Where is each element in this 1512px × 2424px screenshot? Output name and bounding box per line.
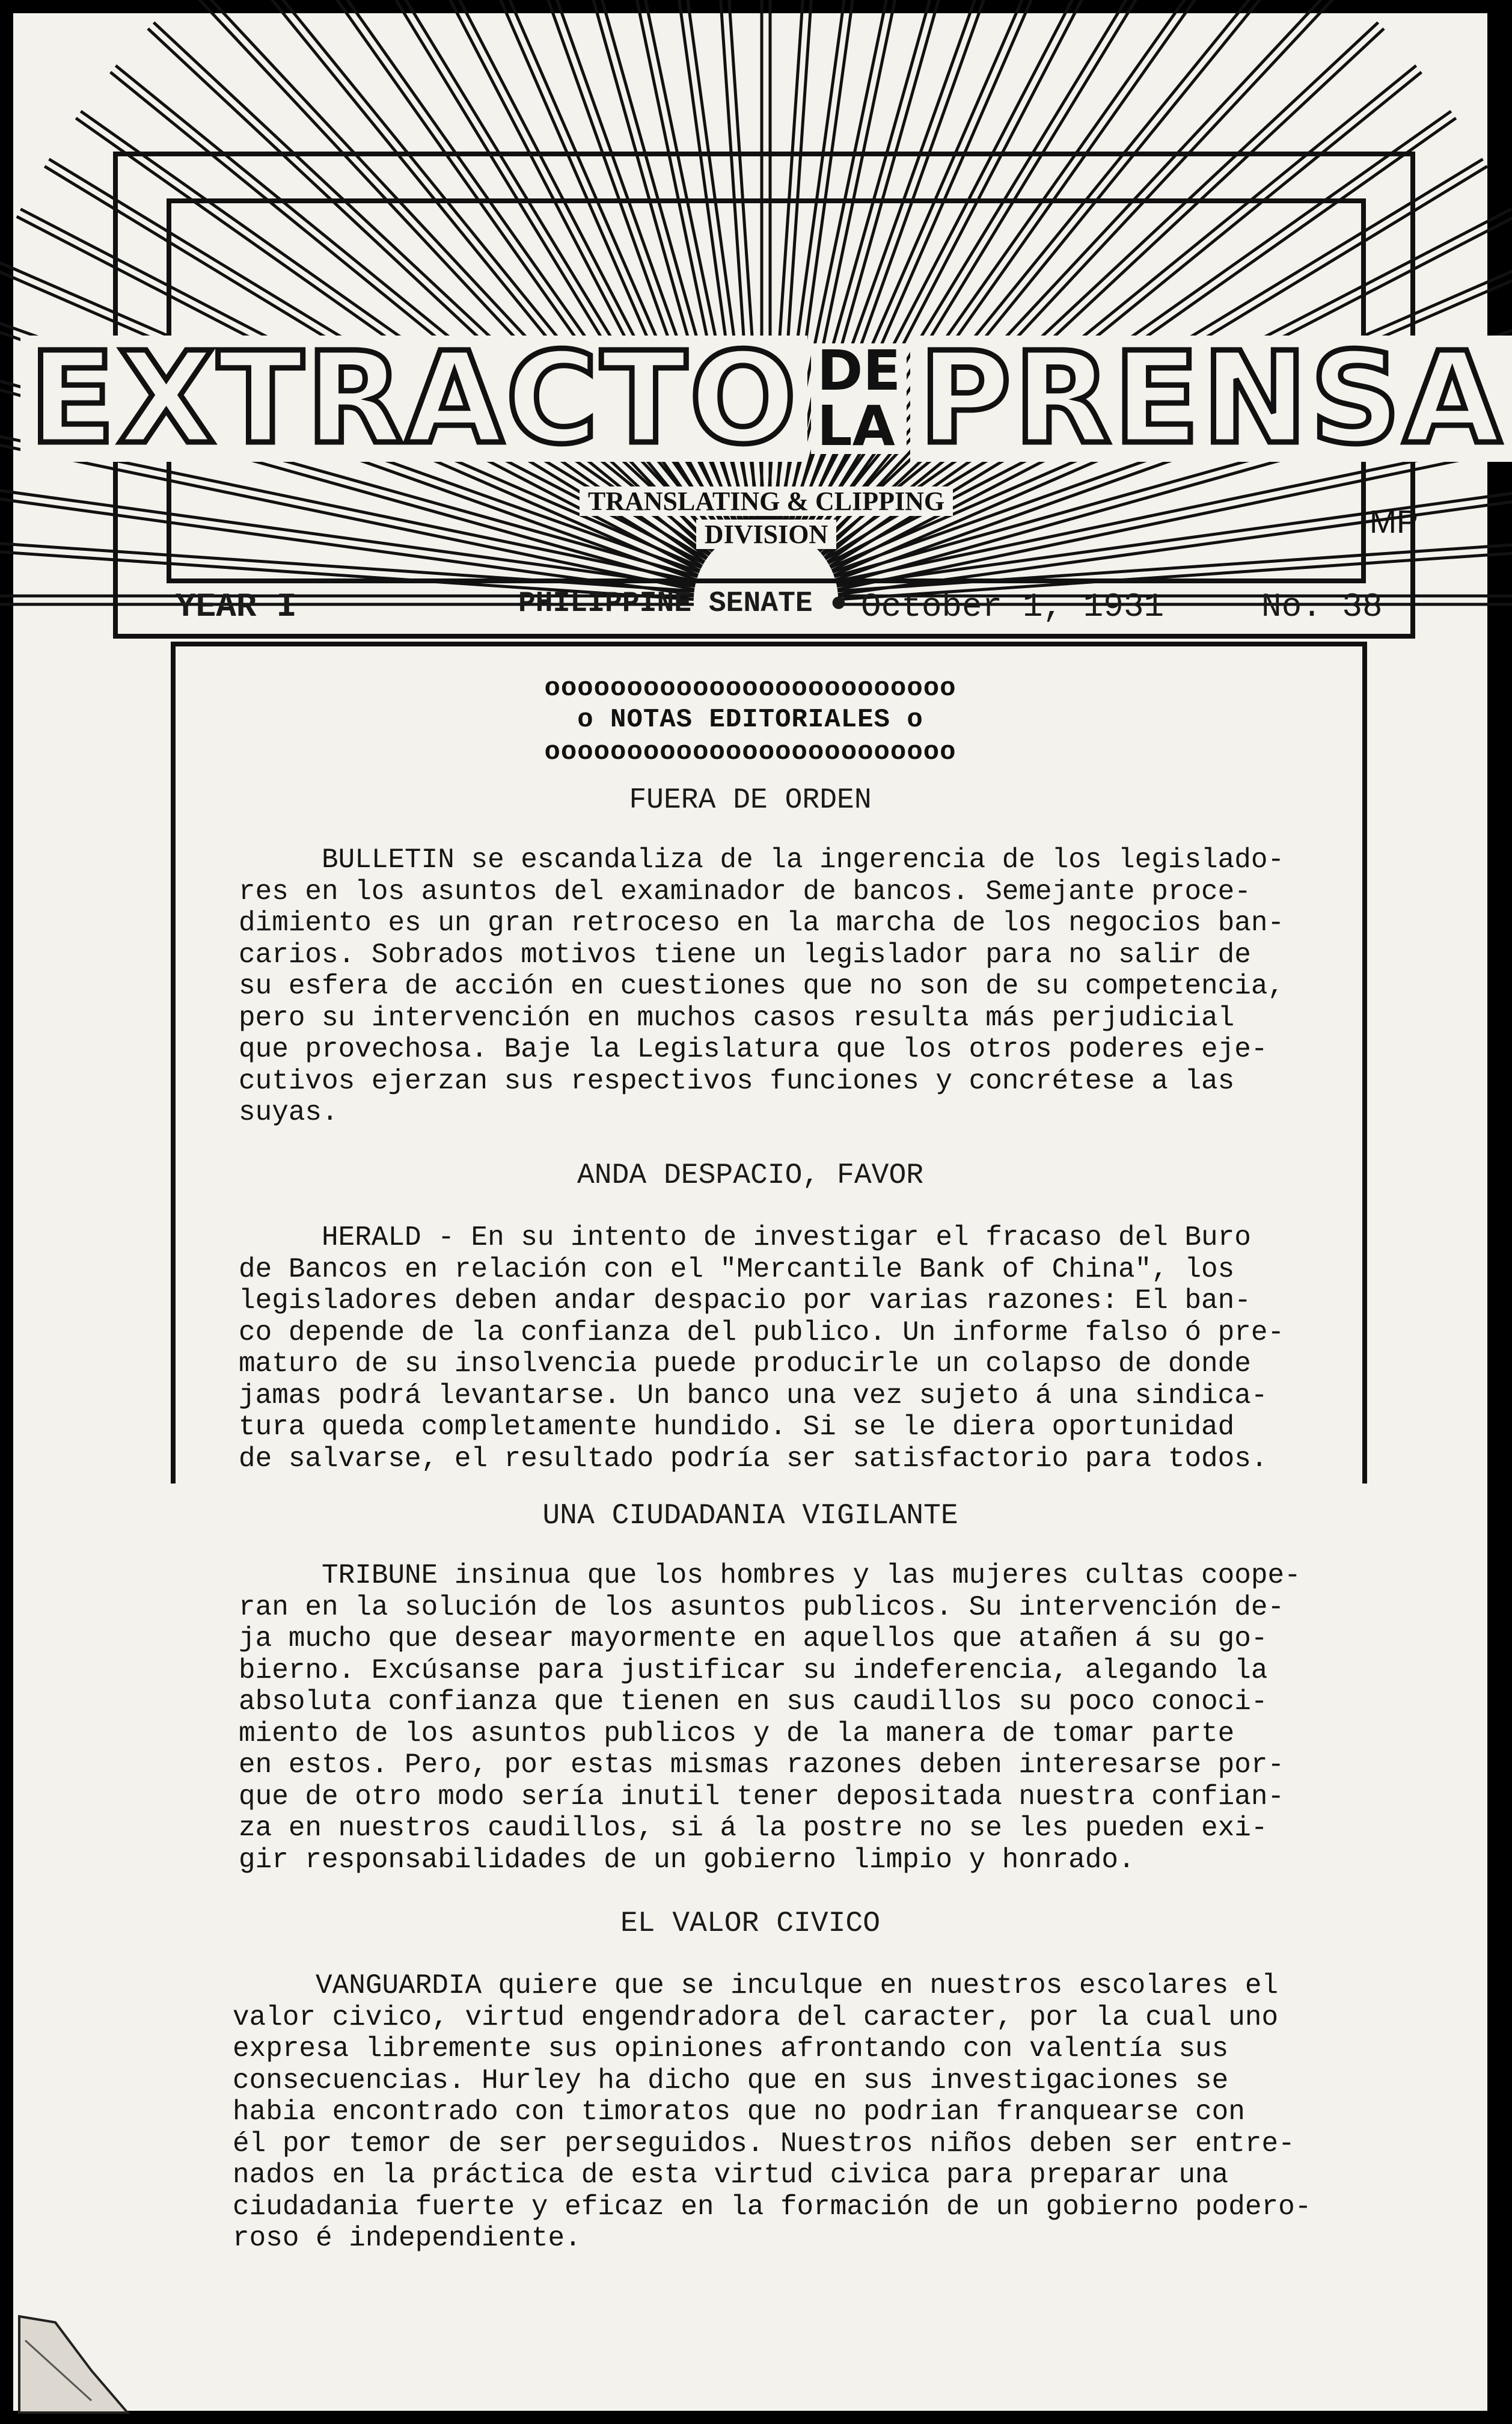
text-line: za en nuestros caudillos, si á la postre no se les pueden exi- [239, 1812, 1268, 1844]
text-line: su esfera de acción en cuestiones que no son de su competencia, [239, 971, 1285, 1002]
text-line: habia encontrado con timoratos que no podrian franquearse con [233, 2096, 1245, 2128]
text-line: HERALD - En su intento de investigar el fracaso del Buro [239, 1222, 1251, 1253]
issue-info-bar [176, 588, 1383, 630]
text-line: legisladores deben andar despacio por varias razones: El ban- [239, 1285, 1251, 1316]
text-line: suyas. [239, 1097, 338, 1128]
document-page [13, 13, 1504, 2411]
text-line: ran en la solución de los asuntos publicos. Su intervención de- [239, 1591, 1285, 1623]
issue-date: October 1, 1931 [861, 588, 1165, 626]
text-line: co depende de la confianza del publico. Un informe falso ó pre- [239, 1316, 1285, 1348]
text-line: expresa libremente sus opiniones afrontando con valentía sus [233, 2033, 1229, 2064]
article-body [239, 1222, 1369, 1474]
text-line: VANGUARDIA quiere que se inculque en nuestros escolares el [233, 1970, 1279, 2001]
text-line: en estos. Pero, por estas mismas razones deben interesarse por- [239, 1749, 1285, 1781]
text-line: roso é independiente. [233, 2223, 581, 2254]
ornament-border-bottom: ooooooooooooooooooooooooo [544, 737, 956, 767]
text-line: de Bancos en relación con el "Mercantile Bank of China", los [239, 1253, 1235, 1285]
bullet-separator: ● [830, 588, 848, 620]
masthead-title-de: DE LA [811, 343, 907, 454]
text-line: consecuencias. Hurley ha dicho que en sus investigaciones se [233, 2064, 1229, 2096]
text-line: cutivos ejerzan sus respectivos funciones y concrétese a las [239, 1065, 1235, 1097]
division-line-1: TRANSLATING & CLIPPING [171, 486, 1361, 517]
text-line: gir responsabilidades de un gobierno limpio y honrado. [239, 1844, 1135, 1876]
sunburst-ray [111, 72, 708, 558]
text-line: valor civico, virtud engendradora del caracter, por la cual uno [233, 2001, 1279, 2033]
text-line: bierno. Excúsanse para justificar su indeferencia, alegando la [239, 1654, 1268, 1686]
article-heading: FUERA DE ORDEN [629, 784, 872, 817]
sunburst-ray [825, 72, 1422, 558]
text-line: ja mucho que desear mayormente en aquellos que atañen á su go- [239, 1623, 1268, 1654]
article-heading: ANDA DESPACIO, FAVOR [577, 1159, 924, 1192]
article-body [233, 1970, 1363, 2254]
text-line: de salvarse, el resultado podría ser satisfactorio para todos. [239, 1443, 1268, 1474]
text-line: dimiento es un gran retroceso en la marcha de los negocios ban- [239, 907, 1285, 939]
text-line: que de otro modo sería inutil tener depositada nuestra confian- [239, 1781, 1285, 1812]
text-line: carios. Sobrados motivos tiene un legislador para no salir de [239, 939, 1251, 971]
text-line: jamas podrá levantarse. Un banco una vez sujeto á una sindica- [239, 1379, 1268, 1411]
issue-number: No. 38 [1261, 588, 1383, 626]
text-line: ciudadania fuerte y eficaz en la formación de un gobierno podero- [233, 2191, 1312, 2223]
text-line: nados en la práctica de esta virtud civica para preparar una [233, 2159, 1229, 2191]
text-line: absoluta confianza que tienen en sus caudillos su poco conoci- [239, 1686, 1268, 1717]
issue-organization: PHILIPPINE SENATE ● [518, 588, 848, 620]
ornament-border-top: ooooooooooooooooooooooooo [544, 674, 956, 704]
text-line: miento de los asuntos publicos y de la manera de tomar parte [239, 1717, 1235, 1749]
text-line: tura queda completamente hundido. Si se le diera oportunidad [239, 1411, 1235, 1443]
section-title: o NOTAS EDITORIALES o [577, 705, 923, 735]
text-line: res en los asuntos del examinador de bancos. Semejante proce- [239, 876, 1251, 907]
text-line: que provechosa. Baje la Legislatura que los otros poderes eje- [239, 1034, 1268, 1065]
article-heading: EL VALOR CIVICO [620, 1907, 881, 1940]
text-line: maturo de su insolvencia puede producirle un colapso de donde [239, 1348, 1251, 1379]
masthead-title-left: EXTRACTO [20, 336, 807, 462]
text-line: TRIBUNE insinua que los hombres y las mujeres cultas coope- [239, 1560, 1301, 1591]
masthead-title [29, 325, 1504, 472]
division-line-2: DIVISION [171, 519, 1361, 550]
text-line: pero su intervención en muchos casos resulta más perjudicial [239, 1002, 1235, 1034]
text-line: él por temor de ser perseguidos. Nuestros niños deben ser entre- [233, 2128, 1295, 2159]
masthead-title-right: PRENSA [910, 336, 1512, 462]
article-heading: UNA CIUDADANIA VIGILANTE [542, 1500, 958, 1532]
issue-year: YEAR I [176, 588, 297, 626]
article-body [239, 844, 1369, 1129]
folded-corner-graphic [19, 2316, 127, 2413]
article-body [239, 1560, 1369, 1876]
text-line: BULLETIN se escandaliza de la ingerencia de los legislado- [239, 844, 1285, 876]
margin-stamp: MP [1370, 504, 1418, 540]
